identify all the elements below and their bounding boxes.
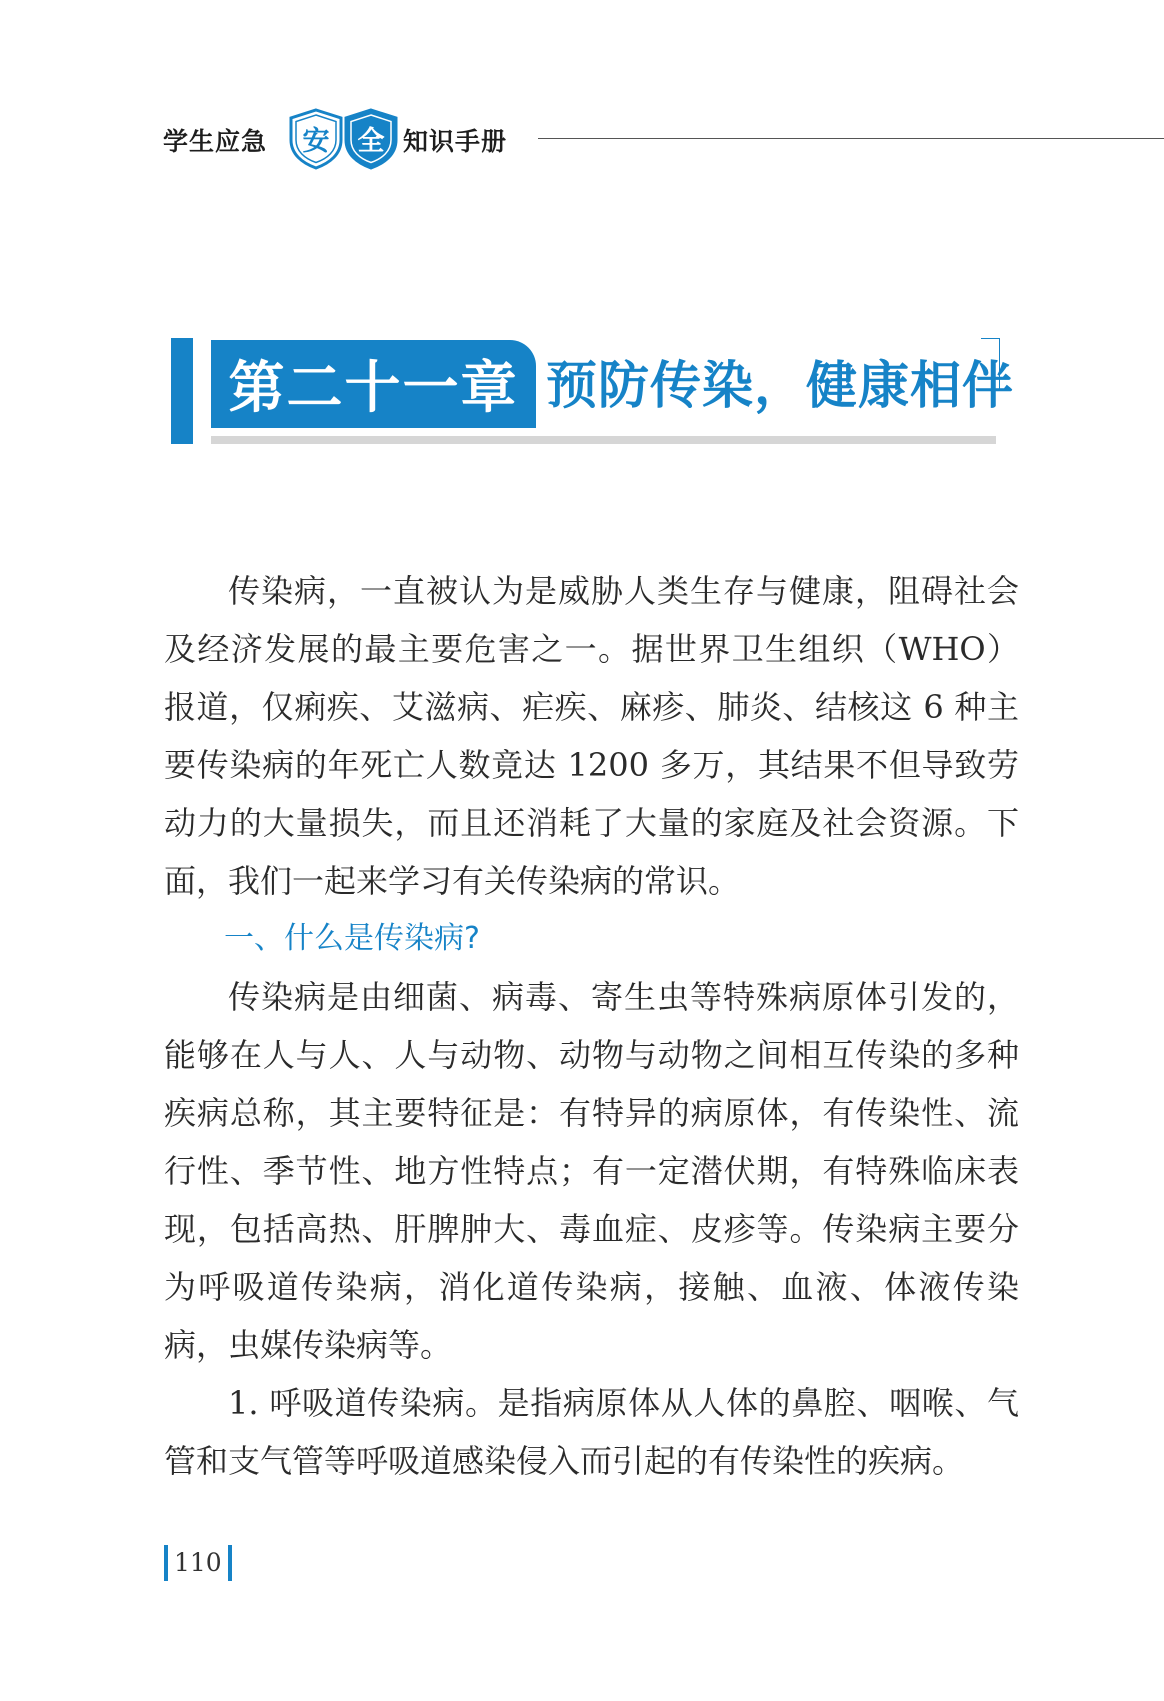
shield-char-quan: 全	[357, 126, 385, 157]
chapter-title: 预防传染，健康相伴	[546, 356, 1015, 416]
chapter-number: 第二十一章	[228, 356, 519, 421]
shield-icon	[343, 108, 399, 170]
section-paragraph: 传染病是由细菌、病毒、寄生虫等特殊病原体引发的，能够在人与人、人与动物、动物与动物之间相互传染的多种疾病总称，其主要特征是：有特异的病原体，有传染性、流行性、季节性、地方性特点；有一定潜伏期，有特殊临床表现，包括高热、肝脾肿大、毒血症、皮疹等。传染病主要分为呼吸道传染病，消化道传染病，接触、血液、体液传染病，虫媒传染病等。	[164, 978, 1019, 1364]
running-header	[163, 108, 1164, 168]
body-text	[164, 562, 1019, 1490]
intro-paragraph: 传染病，一直被认为是威胁人类生存与健康，阻碍社会及经济发展的最主要危害之一。据世界卫生组织（WHO）报道，仅痢疾、艾滋病、疟疾、麻疹、肺炎、结核这 6 种主要传染病的年死亡人数竟达 1200 多万，其结果不但导致劳动力的大量损失，而且还消耗了大量的家庭及社会资源。下面，我们一起来学习有关传染病的常识。	[164, 572, 1019, 900]
list-item-paragraph: 1. 呼吸道传染病。是指病原体从人体的鼻腔、咽喉、气管和支气管等呼吸道感染侵入而引起的有传染性的疾病。	[164, 1384, 1019, 1480]
header-rule	[538, 138, 1164, 139]
section-heading: 一、什么是传染病?	[224, 921, 480, 956]
chapter-number-box	[211, 340, 536, 428]
page-number: 110	[164, 1545, 232, 1581]
chapter-corner-decoration	[981, 338, 1000, 391]
shield-char-an: 安	[302, 126, 330, 157]
shield-icon	[288, 108, 344, 170]
chapter-side-bar	[171, 338, 193, 444]
chapter-heading	[171, 338, 1021, 448]
header-left-text: 学生应急	[163, 127, 268, 156]
chapter-underline	[211, 436, 996, 444]
header-right-text: 知识手册	[403, 127, 508, 156]
